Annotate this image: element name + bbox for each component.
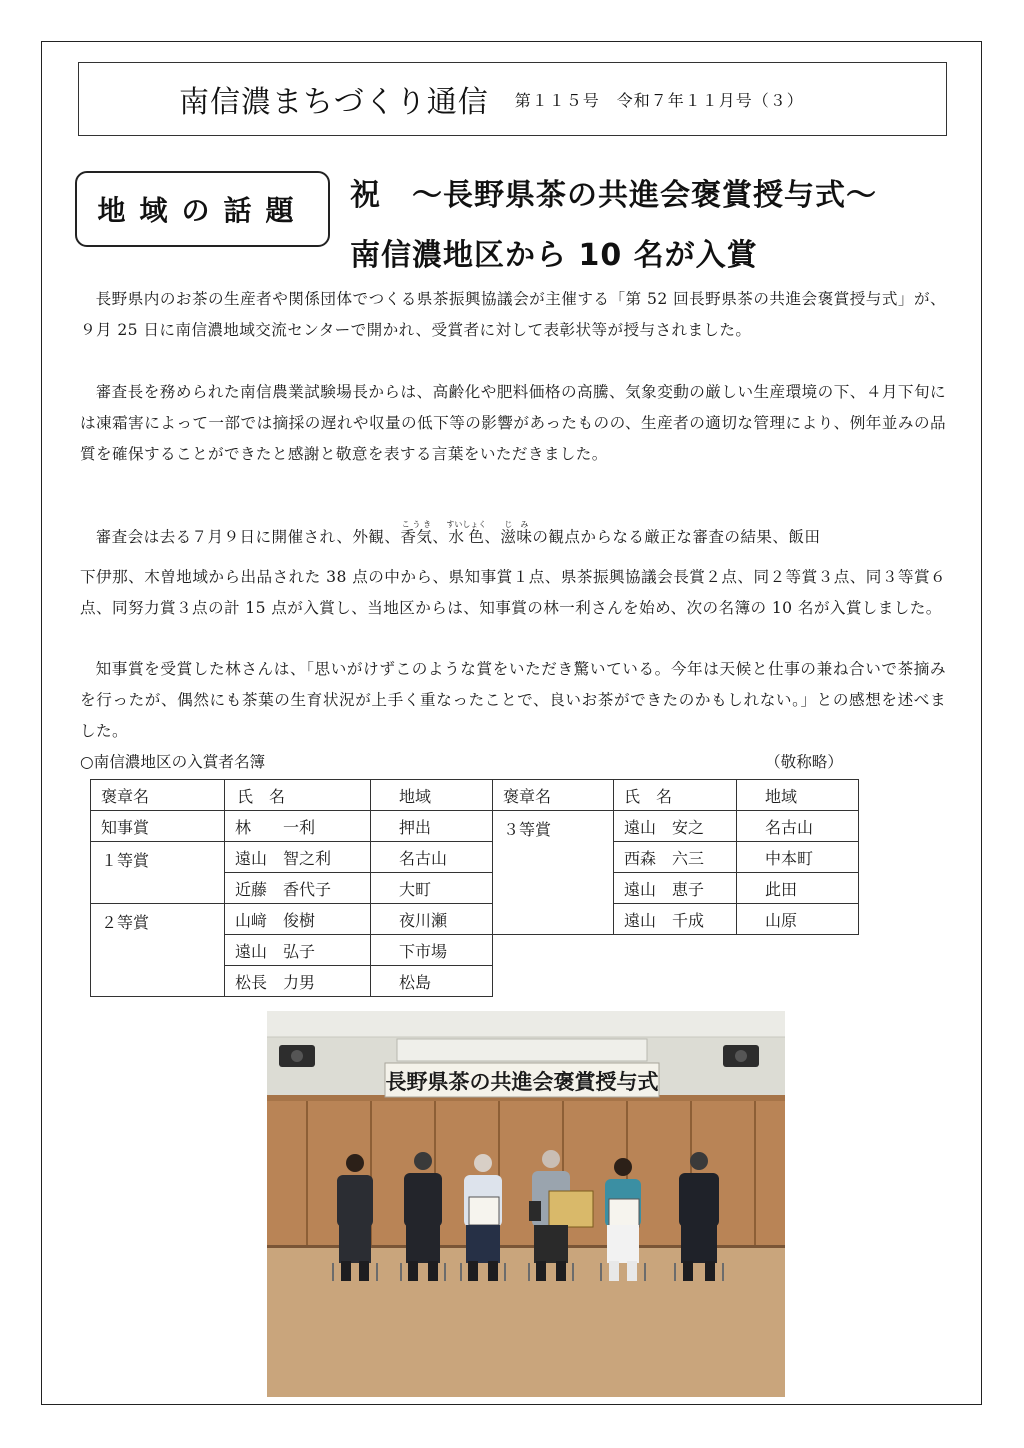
header-area: 地域 <box>371 780 493 811</box>
award-rank: １等賞 <box>91 842 225 904</box>
winner-area: 松島 <box>371 966 493 997</box>
header-name: 氏 名 <box>225 780 371 811</box>
winner-name: 遠山 安之 <box>614 811 737 842</box>
winner-area: 押出 <box>371 811 493 842</box>
header-area: 地域 <box>737 780 859 811</box>
winner-area: 大町 <box>371 873 493 904</box>
winner-area: 此田 <box>737 873 859 904</box>
ruby-jimi: 滋味じみ <box>500 520 533 546</box>
table-header-row <box>91 780 859 811</box>
table-row <box>91 842 859 873</box>
paragraph-3 <box>80 520 946 624</box>
masthead <box>78 62 947 136</box>
ruby-suishoku: 水色すいしょく <box>446 520 487 546</box>
award-rank: 知事賞 <box>91 811 225 842</box>
honorific-note: （敬称略） <box>765 753 843 771</box>
ruby-kouki: 香気こうき <box>400 520 433 546</box>
winner-name: 松長 力男 <box>225 966 371 997</box>
headline-line-1: 祝 ～長野県茶の共進会褒賞授与式～ <box>350 178 877 213</box>
paragraph-4: 知事賞を受賞した林さんは、「思いがけずこのような賞をいただき驚いている。今年は天候と仕事の兼ね合いで茶摘みを行ったが、偶然にも茶葉の生育状況が上手く重なったことで、良いお茶ができたのかもしれない。」との感想を述べました。 <box>80 660 946 740</box>
winner-area: 山原 <box>737 904 859 935</box>
winner-name: 遠山 智之利 <box>225 842 371 873</box>
award-list-heading <box>80 750 843 772</box>
newsletter-title: 南信濃まちづくり通信 <box>179 85 489 120</box>
winner-area: 名古山 <box>371 842 493 873</box>
header-name: 氏 名 <box>614 780 737 811</box>
winner-area: 下市場 <box>371 935 493 966</box>
winner-name: 山﨑 俊樹 <box>225 904 371 935</box>
award-rank: ３等賞 <box>493 811 614 935</box>
winner-area: 中本町 <box>737 842 859 873</box>
winner-area: 夜川瀬 <box>371 904 493 935</box>
issue-number: 第１１５号 令和７年１１月号（３） <box>514 90 804 110</box>
paragraph-2: 審査長を務められた南信農業試験場長からは、高齢化や肥料価格の高騰、気象変動の厳しい生産環境の下、４月下旬には凍霜害によって一部では摘採の遅れや収量の低下等の影響があったものの、生産者の適切な管理により、例年並みの品質を確保することができたと感謝と敬意を表する言葉をいただきました。 <box>80 383 946 463</box>
award-list-title: ○南信濃地区の入賞者名簿 <box>80 753 266 771</box>
paragraph-3-line-1: 審査会は去る７月９日に開催され、外観、香気こうき、水色すいしょく、滋味じみの観点からなる厳正な審査の結果、飯田 <box>95 520 821 546</box>
winner-name: 近藤 香代子 <box>225 873 371 904</box>
photo-banner-text: 長野県茶の共進会褒賞授与式 <box>385 1069 659 1094</box>
winner-name: 遠山 千成 <box>614 904 737 935</box>
paragraph-1: 長野県内のお茶の生産者や関係団体でつくる県茶振興協議会が主催する「第 52 回長野県茶の共進会褒賞授与式」が、９月 25 日に南信濃地域交流センターで開かれ、受賞者に対して表彰状等が授与されました。 <box>80 290 946 339</box>
headline-line-2: 南信濃地区から 10 名が入賞 <box>350 238 758 273</box>
header-award: 褒章名 <box>91 780 225 811</box>
header-award: 褒章名 <box>493 780 614 811</box>
table-row <box>91 811 859 842</box>
table-row <box>91 904 859 935</box>
award-rank: ２等賞 <box>91 904 225 997</box>
winner-area: 名古山 <box>737 811 859 842</box>
winner-name: 西森 六三 <box>614 842 737 873</box>
winner-name: 遠山 恵子 <box>614 873 737 904</box>
section-badge: 地域の話題 <box>75 171 330 247</box>
paragraph-3-line-2: 下伊那、木曽地域から出品された 38 点の中から、県知事賞１点、県茶振興協議会長賞２点、同２等賞３点、同３等賞６点、同努力賞３点の計 15 点が入賞し、当地区からは、知事賞の林一利さんを始め、次の名簿の 10 名が入賞しました。 <box>80 568 946 617</box>
award-table <box>90 779 859 997</box>
winner-name: 林 一利 <box>225 811 371 842</box>
winner-name: 遠山 弘子 <box>225 935 371 966</box>
ceremony-photo <box>267 1011 785 1397</box>
